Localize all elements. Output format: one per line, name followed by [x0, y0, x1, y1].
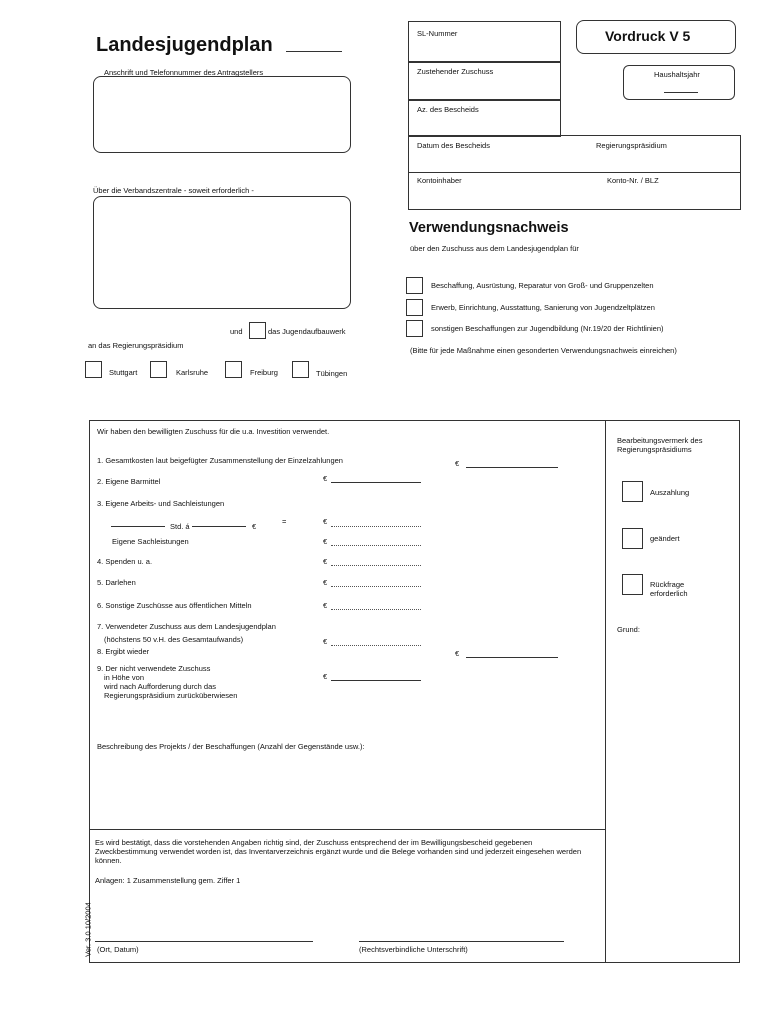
equals-sign: = — [282, 517, 287, 526]
az-bescheid-field[interactable] — [408, 99, 561, 137]
freiburg-label: Freiburg — [250, 368, 278, 377]
option-zeltplaetze-label: Erwerb, Einrichtung, Ausstattung, Sanierung von Jugendzeltplätzen — [431, 303, 655, 312]
geaendert-checkbox[interactable] — [622, 528, 643, 549]
form-id-box — [576, 20, 736, 54]
haushaltsjahr-field[interactable] — [623, 65, 735, 100]
unterschrift-line[interactable] — [359, 941, 564, 942]
form-id: Vordruck V 5 — [605, 28, 691, 44]
eigene-sach-label: Eigene Sachleistungen — [112, 537, 189, 546]
datum-bescheid-label: Datum des Bescheids — [417, 141, 490, 150]
item-8-currency: € — [455, 649, 460, 658]
an-rp-label: an das Regierungspräsidium — [88, 341, 184, 350]
page-title: Landesjugendplan — [96, 34, 273, 56]
tuebingen-label: Tübingen — [316, 369, 348, 378]
beschreibung-label: Beschreibung des Projekts / der Beschaffungen (Anzahl der Gegenstände usw.): — [97, 742, 365, 751]
item-2-label: 2. Eigene Barmittel — [97, 477, 161, 486]
box-divider — [409, 172, 740, 173]
arbeits-amount[interactable] — [331, 526, 421, 527]
anschrift-label: Anschrift und Telefonnummer des Antragstellers — [104, 68, 264, 77]
az-bescheid-label: Az. des Bescheids — [417, 105, 479, 114]
beschreibung-field[interactable] — [92, 756, 602, 826]
item-6-amount[interactable] — [331, 609, 421, 610]
item-5-label: 5. Darlehen — [97, 578, 136, 587]
item-4-label: 4. Spenden u. a. — [97, 557, 153, 566]
main-side-divider — [605, 420, 606, 962]
item-9-amount[interactable] — [331, 680, 421, 681]
und-label: und — [230, 327, 243, 336]
auszahlung-checkbox[interactable] — [622, 481, 643, 502]
item-8-amount[interactable] — [466, 657, 558, 658]
sl-nummer-field[interactable] — [408, 21, 561, 63]
karlsruhe-checkbox[interactable] — [150, 361, 167, 378]
konto-nr-label: Konto-Nr. / BLZ — [607, 176, 659, 185]
option-zeltplaetze-checkbox[interactable] — [406, 299, 423, 316]
item-9-line3: wird nach Aufforderung durch das — [104, 682, 217, 691]
item-3-label: 3. Eigene Arbeits- und Sachleistungen — [97, 499, 225, 508]
verbandszentrale-label: Über die Verbandszentrale - soweit erforderlich - — [93, 186, 254, 195]
item-2-amount[interactable] — [331, 482, 421, 483]
arbeits-currency: € — [323, 517, 328, 526]
anschrift-field[interactable] — [93, 76, 351, 153]
item-1-label: 1. Gesamtkosten laut beigefügter Zusammenstellung der Einzelzahlungen — [97, 456, 343, 465]
auszahlung-label: Auszahlung — [650, 488, 690, 497]
anlagen-text: Anlagen: 1 Zusammenstellung gem. Ziffer 1 — [95, 876, 241, 885]
stuttgart-checkbox[interactable] — [85, 361, 102, 378]
option-sonstige-label: sonstigen Beschaffungen zur Jugendbildung (Nr.19/20 der Richtlinien) — [431, 324, 664, 333]
item-7-label: 7. Verwendeter Zuschuss aus dem Landesjugendplan — [97, 622, 276, 631]
kontoinhaber-label: Kontoinhaber — [417, 176, 462, 185]
verwendung-title: Verwendungsnachweis — [409, 220, 569, 236]
item-9-line2: in Höhe von — [104, 673, 145, 682]
confirm-divider — [89, 829, 606, 830]
item-9-label: 9. Der nicht verwendete Zuschuss — [97, 664, 211, 673]
geaendert-label: geändert — [650, 534, 680, 543]
option-zelte-checkbox[interactable] — [406, 277, 423, 294]
zuschuss-label: Zustehender Zuschuss — [417, 67, 494, 76]
karlsruhe-label: Karlsruhe — [176, 368, 209, 377]
option-sonstige-checkbox[interactable] — [406, 320, 423, 337]
bescheid-konto-box[interactable] — [408, 135, 741, 210]
version-label: Ver. 3.0 10/2004 — [83, 902, 93, 957]
std-currency: € — [252, 522, 257, 531]
item-5-amount[interactable] — [331, 586, 421, 587]
verwendung-subtitle: über den Zuschuss aus dem Landesjugendplan für — [410, 244, 579, 253]
verwendung-note: (Bitte für jede Maßnahme einen gesonderten Verwendungsnachweis einreichen) — [410, 346, 677, 355]
item-7-currency: € — [323, 637, 328, 646]
option-zelte-label: Beschaffung, Ausrüstung, Reparatur von Groß- und Gruppenzelten — [431, 281, 654, 290]
vermerk-label: Bearbeitungsvermerk des Regierungspräsidiums — [617, 436, 703, 454]
ort-datum-label: (Ort, Datum) — [97, 945, 139, 954]
grund-label: Grund: — [617, 625, 640, 634]
ort-datum-line[interactable] — [95, 941, 313, 942]
jugendaufbauwerk-label: das Jugendaufbauwerk — [268, 327, 346, 336]
item-1-currency: € — [455, 459, 460, 468]
zuschuss-field[interactable] — [408, 61, 561, 101]
item-4-currency: € — [323, 557, 328, 566]
jugendaufbauwerk-checkbox[interactable] — [249, 322, 266, 339]
item-6-label: 6. Sonstige Zuschüsse aus öffentlichen Mitteln — [97, 601, 252, 610]
haushaltsjahr-label: Haushaltsjahr — [654, 70, 700, 79]
rueckfrage-checkbox[interactable] — [622, 574, 643, 595]
freiburg-checkbox[interactable] — [225, 361, 242, 378]
item-5-currency: € — [323, 578, 328, 587]
haushaltsjahr-line — [664, 92, 698, 93]
tuebingen-checkbox[interactable] — [292, 361, 309, 378]
std-label: Std. á — [170, 522, 190, 531]
item-4-amount[interactable] — [331, 565, 421, 566]
item-6-currency: € — [323, 601, 328, 610]
verbandszentrale-field[interactable] — [93, 196, 351, 309]
stunden-field[interactable] — [111, 526, 165, 527]
item-8-label: 8. Ergibt wieder — [97, 647, 150, 656]
item-7-sublabel: (höchstens 50 v.H. des Gesamtaufwands) — [104, 635, 244, 644]
item-9-currency: € — [323, 672, 328, 681]
sach-currency: € — [323, 537, 328, 546]
item-7-amount[interactable] — [331, 645, 421, 646]
sach-amount[interactable] — [331, 545, 421, 546]
rueckfrage-label: Rückfrage erforderlich — [650, 580, 688, 598]
item-9-line4: Regierungspräsidium zurücküberwiesen — [104, 691, 238, 700]
intro-text: Wir haben den bewilligten Zuschuss für die u.a. Investition verwendet. — [97, 427, 330, 436]
rp-label: Regierungspräsidium — [596, 141, 667, 150]
stuttgart-label: Stuttgart — [109, 368, 138, 377]
unterschrift-label: (Rechtsverbindliche Unterschrift) — [359, 945, 468, 954]
stundensatz-field[interactable] — [192, 526, 246, 527]
item-1-amount[interactable] — [466, 467, 558, 468]
sl-nummer-label: SL-Nummer — [417, 29, 458, 38]
item-2-currency: € — [323, 474, 328, 483]
bestaetigung-text: Es wird bestätigt, dass die vorstehenden Angaben richtig sind, der Zuschuss entsprechend der im Bewilligungsbescheid gegebenen Zweckbestimmung verwendet worden ist, das Inventarverzeichnis ergänzt wurde und die Belege vorhanden sind und jederzeit eingesehen werden können. — [95, 838, 582, 865]
title-blank-line[interactable] — [286, 51, 342, 52]
